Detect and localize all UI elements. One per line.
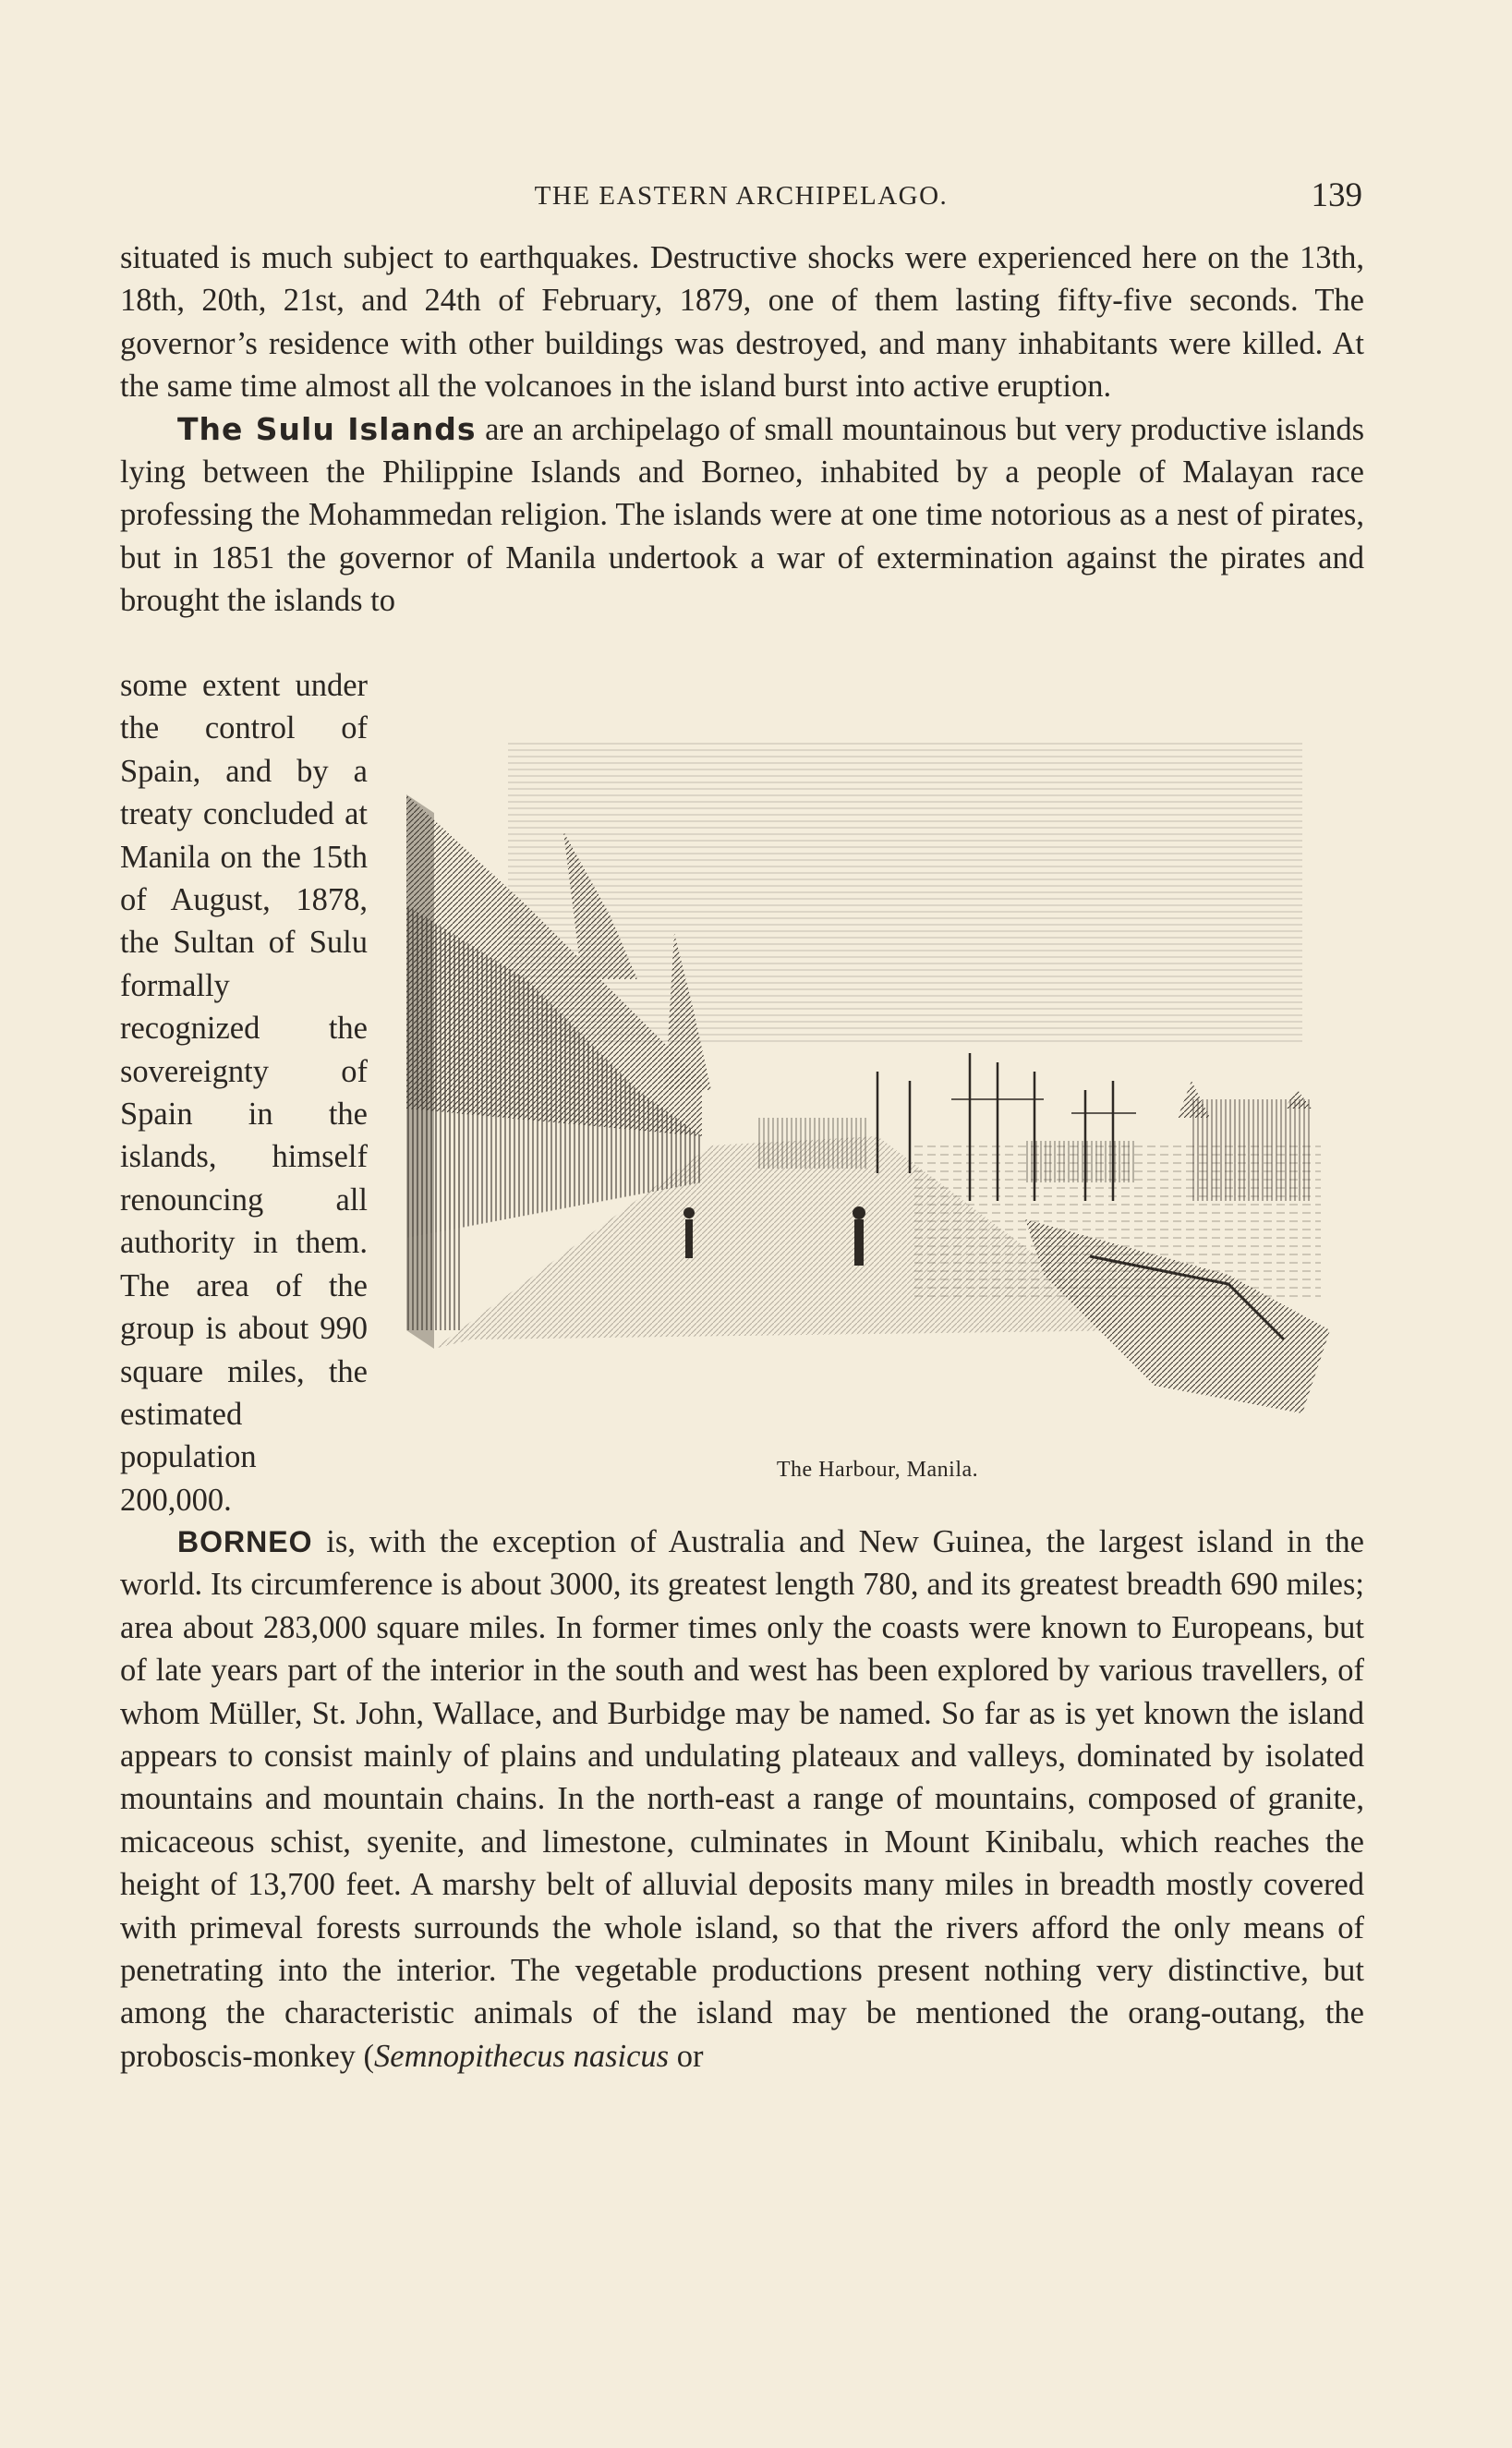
borneo-text: is, with the exception of Australia and New Guinea, the largest island in the world. Its circumference is about 3000, its greatest length 780, and its greatest breadth 690 miles; area about 283,000 square miles. In former times only the coasts were known to Europeans, but of late years part of the interior in the south and west has been explored by various travellers, of whom Müller, St. John, Wallace, and Burbidge may be named. So far as is yet known the island appears to consist mainly of plains and undulating plateaux and valleys, dominated by isolated mountains and mountain chains. In the north-east a range of mountains, composed of granite, micaceous schist, syenite, and limestone, culminates in Mount Kinibalu, which reaches the height of 13,700 feet. A marshy belt of alluvial deposits many miles in breadth mostly covered with primeval forests surrounds the whole island, so that the rivers afford the only means of penetrating into the interior. The vegetable productions present nothing very distinctive, but among the characteristic animals of the island may be mentioned the orang-outang, the proboscis-monkey ( [120, 1524, 1364, 2074]
borneo-italic-name: Semnopithecus nasicus [374, 2038, 670, 2074]
body-text-top [120, 236, 1364, 623]
harbour-engraving [397, 702, 1358, 1441]
running-title: THE EASTERN ARCHIPELAGO. [534, 181, 949, 211]
paragraph-borneo [120, 1521, 1364, 2078]
harbour-illustration [397, 702, 1358, 1482]
paragraph-sulu [120, 408, 1364, 623]
paragraph-earthquakes: situated is much subject to earthquakes. Destructive shocks were experienced here on the 13th, 18th, 20th, 21st, and 24th of February, 1879, one of them lasting fifty-five seconds. The governor’s residence with other buildings was destroyed, and many inhabitants were killed. At the same time almost all the volcanoes in the island burst into active eruption. [120, 240, 1364, 405]
body-text-bottom [120, 1521, 1364, 2078]
sulu-side-text: some extent under the control of Spain, and by a treaty concluded at Manila on the 15th of August, 1878, the Sultan of Sulu formally recognized the sovereignty of Spain in the islands, himself renouncing all authority in them. The area of the group is about 990 square miles, the estimated population 200,000. [120, 668, 368, 1518]
borneo-heading: BORNEO [177, 1525, 313, 1558]
sulu-side-column [120, 664, 368, 1521]
figure-caption: The Harbour, Manila. [776, 1458, 979, 1482]
borneo-tail: or [669, 2038, 704, 2074]
sulu-heading: The Sulu Islands [177, 410, 477, 447]
sky-hatching [508, 739, 1302, 1044]
page-number: 139 [1311, 176, 1362, 214]
sulu-text: are an archipelago of small mountainous but very productive islands lying between the Philippine Islands and Borneo, inhabited by a people of Malayan race professing the Mohammedan religion. The islands were at one time notorious as a nest of pirates, but in 1851 the governor of Manila undertook a war of extermination against the pirates and brought the islands to [120, 411, 1365, 619]
page-header [120, 176, 1362, 222]
